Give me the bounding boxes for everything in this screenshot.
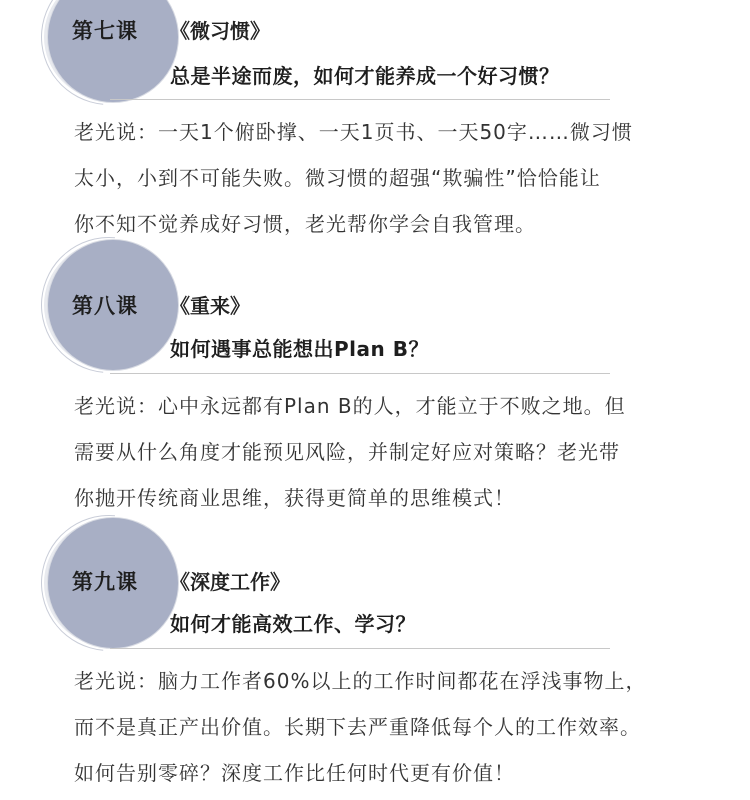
lesson-description — [74, 658, 646, 796]
lesson-number: 第七课 — [72, 19, 138, 43]
description-line: 需要从什么角度才能预见风险，并制定好应对策略？老光带 — [74, 440, 620, 464]
description-line: 如何告别零碎？深度工作比任何时代更有价值！ — [74, 761, 515, 785]
description-line: 老光说：心中永远都有Plan B的人，才能立于不败之地。但 — [74, 394, 626, 418]
lesson-subtitle: 如何才能高效工作、学习？ — [170, 612, 416, 636]
description-line: 太小，小到不可能失败。微习惯的超强“欺骗性”恰恰能让 — [74, 166, 601, 190]
book-title: 《重来》 — [170, 294, 250, 318]
description-line: 你不知不觉养成好习惯，老光帮你学会自我管理。 — [74, 212, 536, 236]
description-line: 老光说：脑力工作者60%以上的工作时间都花在浮浅事物上， — [74, 669, 647, 693]
book-title: 《微习惯》 — [170, 19, 270, 43]
description-line: 你抛开传统商业思维，获得更简单的思维模式！ — [74, 486, 515, 510]
description-line: 老光说：一天1个俯卧撑、一天1页书、一天50字……微习惯 — [74, 120, 633, 144]
lesson-number: 第九课 — [72, 570, 138, 594]
lesson-subtitle: 如何遇事总能想出Plan B？ — [170, 337, 429, 361]
lesson-number: 第八课 — [72, 294, 138, 318]
divider — [110, 648, 610, 649]
lesson-subtitle: 总是半途而废，如何才能养成一个好习惯？ — [170, 64, 560, 88]
book-title: 《深度工作》 — [170, 570, 290, 594]
description-line: 而不是真正产出价值。长期下去严重降低每个人的工作效率。 — [74, 715, 641, 739]
